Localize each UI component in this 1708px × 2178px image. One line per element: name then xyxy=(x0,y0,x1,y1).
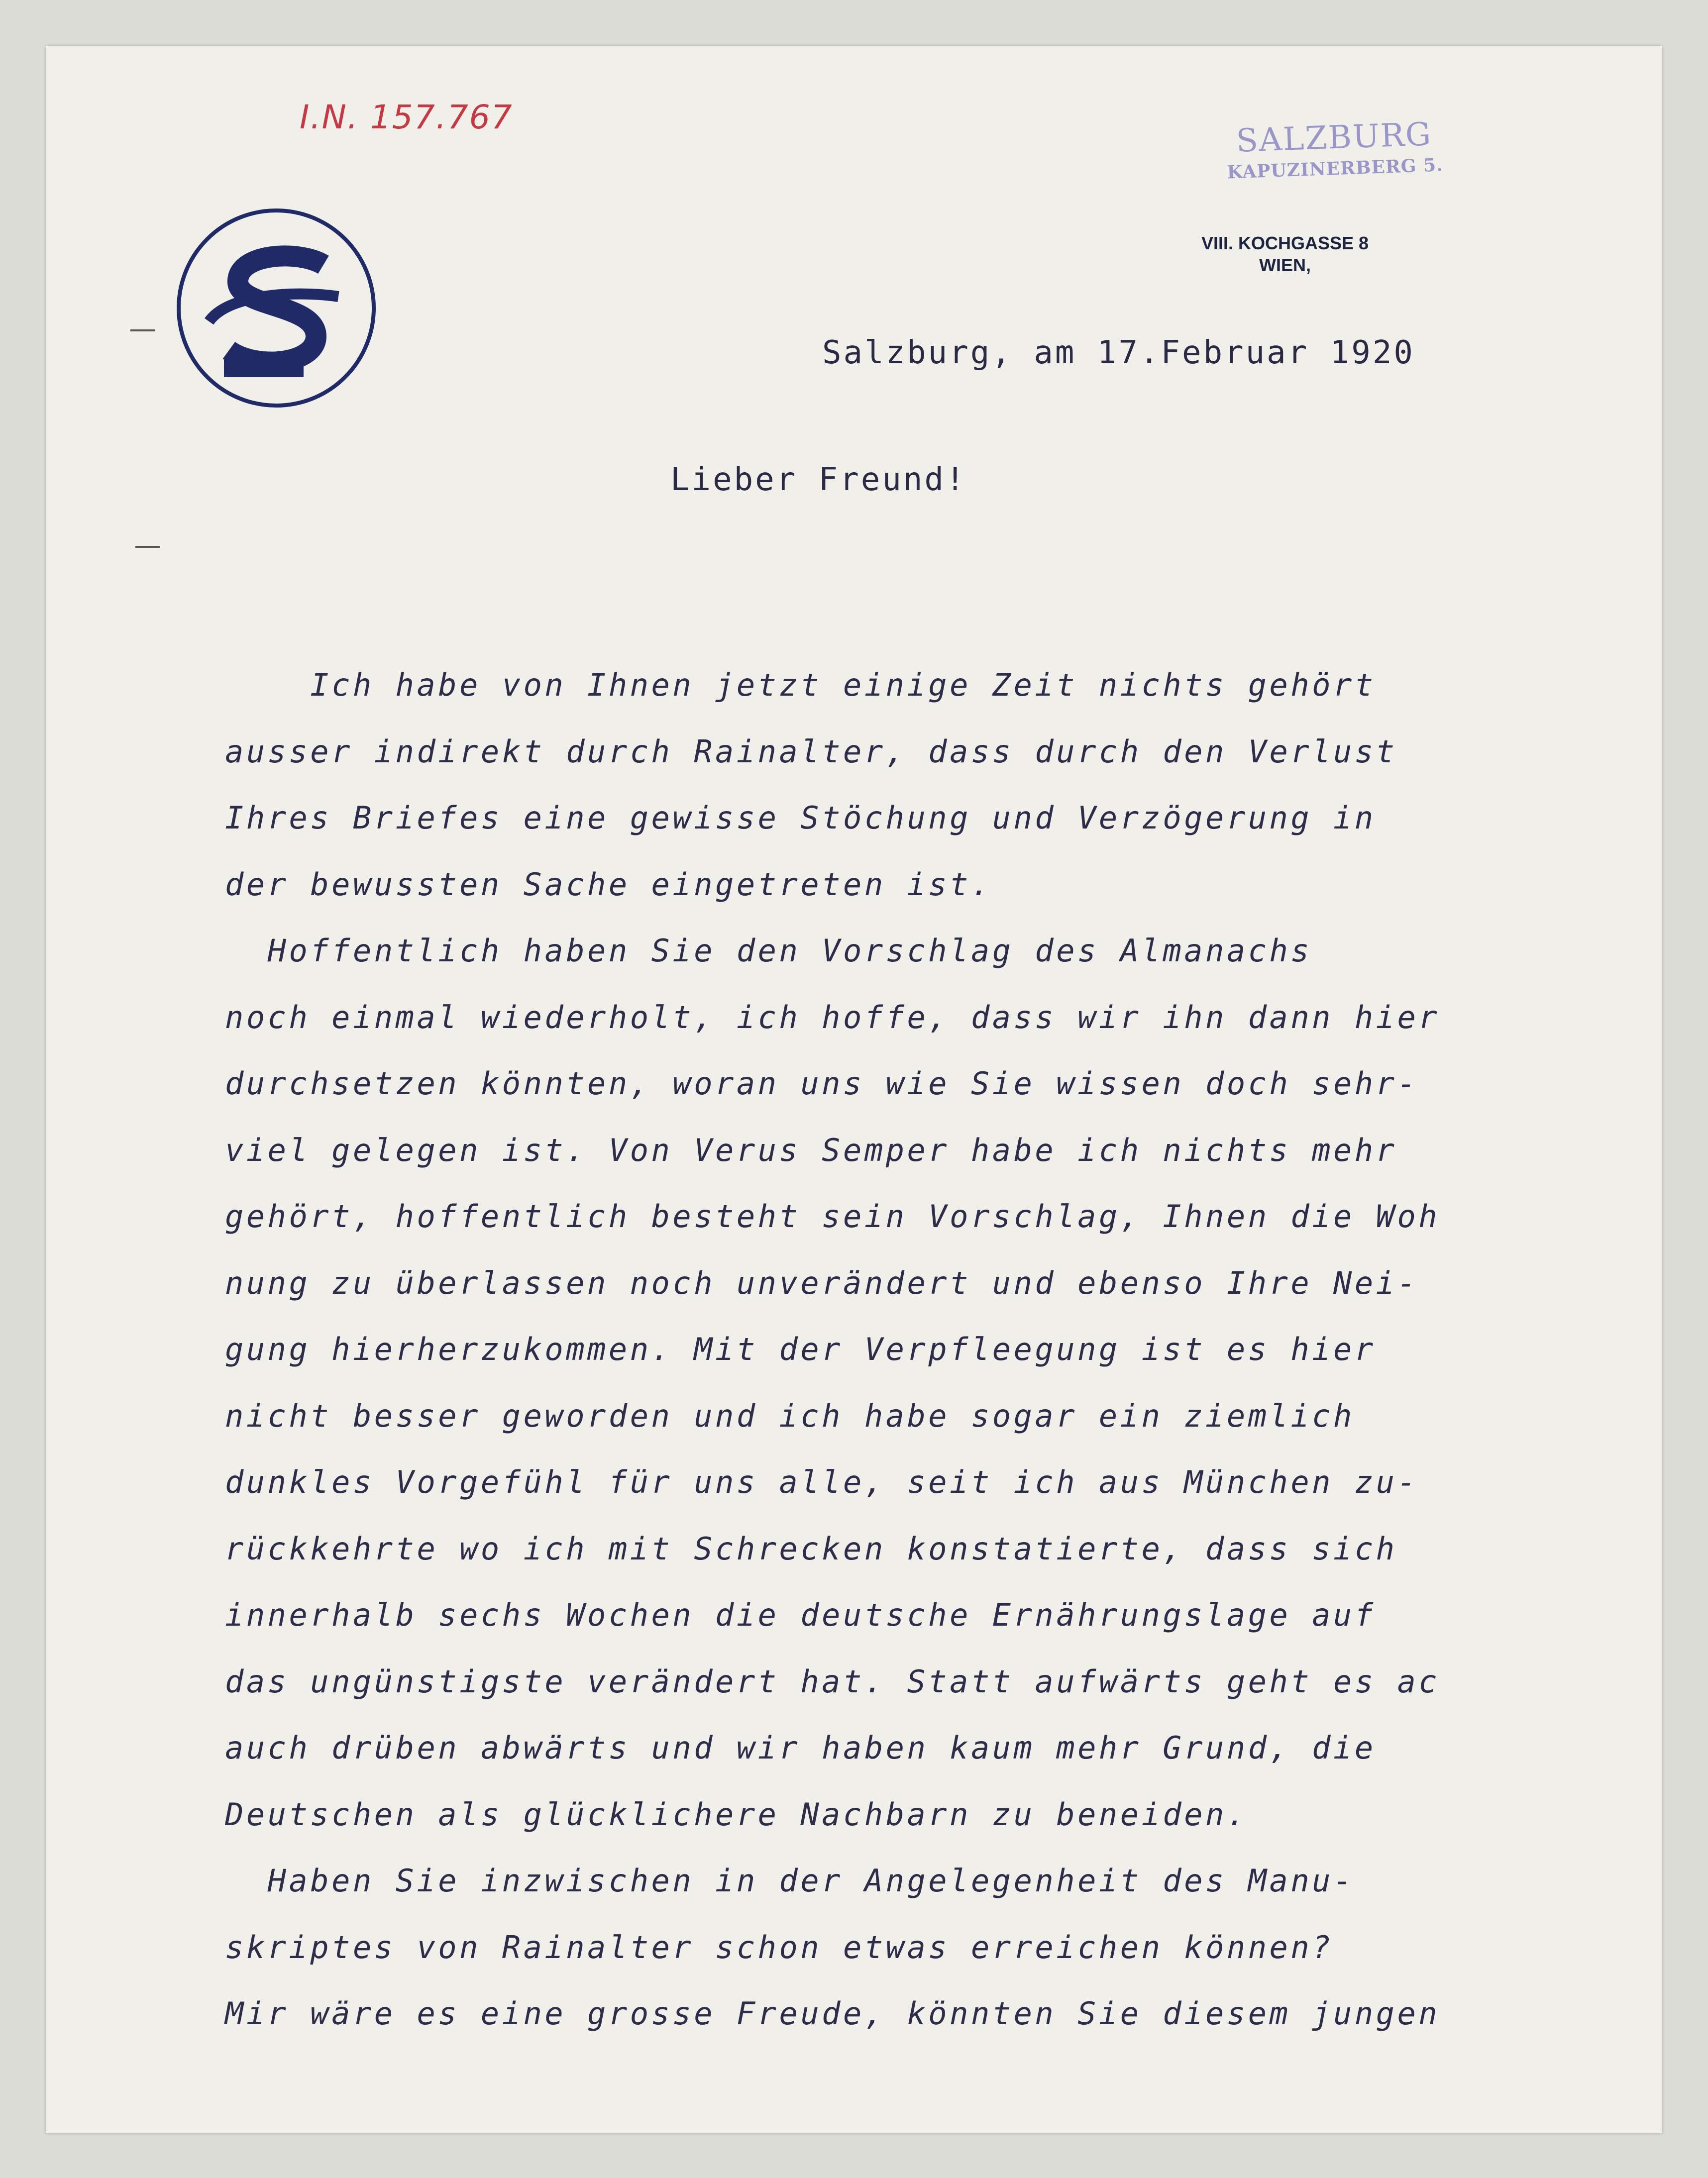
salutation: Lieber Freund! xyxy=(670,461,967,498)
date-line: Salzburg, am 17.Februar 1920 xyxy=(822,334,1415,371)
body-line: viel gelegen ist. Von Verus Semper habe ich nichts mehr xyxy=(225,1132,1397,1168)
fold-mark xyxy=(130,329,155,331)
stamp-city: SALZBURG xyxy=(1235,116,1433,160)
address-city: WIEN, xyxy=(1259,255,1311,275)
body-line: auch drüben abwärts und wir haben kaum mehr Grund, die xyxy=(225,1730,1376,1766)
body-line: Haben Sie inzwischen in der Angelegenheit des Manu- xyxy=(225,1863,1355,1899)
body-line: Ich habe von Ihnen jetzt einige Zeit nichts gehört xyxy=(225,667,1376,703)
letter-body xyxy=(225,665,1653,2061)
body-line: noch einmal wiederholt, ich hoffe, dass wir ihn dann hier xyxy=(225,999,1440,1036)
punch-mark xyxy=(135,546,160,548)
body-line: durchsetzen könnten, woran uns wie Sie wissen doch sehr- xyxy=(225,1065,1419,1102)
body-line: gung hierherzukommen. Mit der Verpfleegung ist es hier xyxy=(225,1331,1376,1367)
letter-page xyxy=(46,46,1662,2133)
body-line: nicht besser geworden und ich habe sogar ein ziemlich xyxy=(225,1397,1355,1434)
stamp-street: KAPUZINERBERG 5. xyxy=(1226,154,1444,183)
monogram-s-logo-icon xyxy=(174,206,378,410)
address-stamp xyxy=(1159,112,1510,208)
address-street: VIII. KOCHGASSE 8 xyxy=(1201,233,1369,253)
body-line: Deutschen als glücklichere Nachbarn zu beneiden. xyxy=(225,1796,1248,1833)
body-line: das ungünstigste verändert hat. Statt aufwärts geht es ac xyxy=(225,1663,1440,1700)
body-line: Hoffentlich haben Sie den Vorschlag des Almanachs xyxy=(225,933,1312,969)
body-line: nung zu überlassen noch unverändert und ebenso Ihre Nei- xyxy=(225,1264,1419,1301)
body-line: gehört, hoffentlich besteht sein Vorschlag, Ihnen die Woh xyxy=(225,1198,1440,1235)
body-line: dunkles Vorgefühl für uns alle, seit ich aus München zu- xyxy=(225,1464,1419,1500)
archive-mark: I.N. 157.767 xyxy=(300,98,513,136)
body-line: innerhalb sechs Wochen die deutsche Ernährungslage auf xyxy=(225,1597,1376,1633)
body-line: der bewussten Sache eingetreten ist. xyxy=(225,866,992,903)
body-line: skriptes von Rainalter schon etwas erreichen können? xyxy=(225,1929,1334,1966)
letterhead-address xyxy=(1151,232,1419,276)
body-line: Mir wäre es eine grosse Freude, könnten Sie diesem jungen xyxy=(225,1995,1440,2032)
body-line: ausser indirekt durch Rainalter, dass durch den Verlust xyxy=(225,733,1397,770)
body-line: rückkehrte wo ich mit Schrecken konstatierte, dass sich xyxy=(225,1530,1397,1567)
body-line: Ihres Briefes eine gewisse Stöchung und Verzögerung in xyxy=(225,800,1376,836)
